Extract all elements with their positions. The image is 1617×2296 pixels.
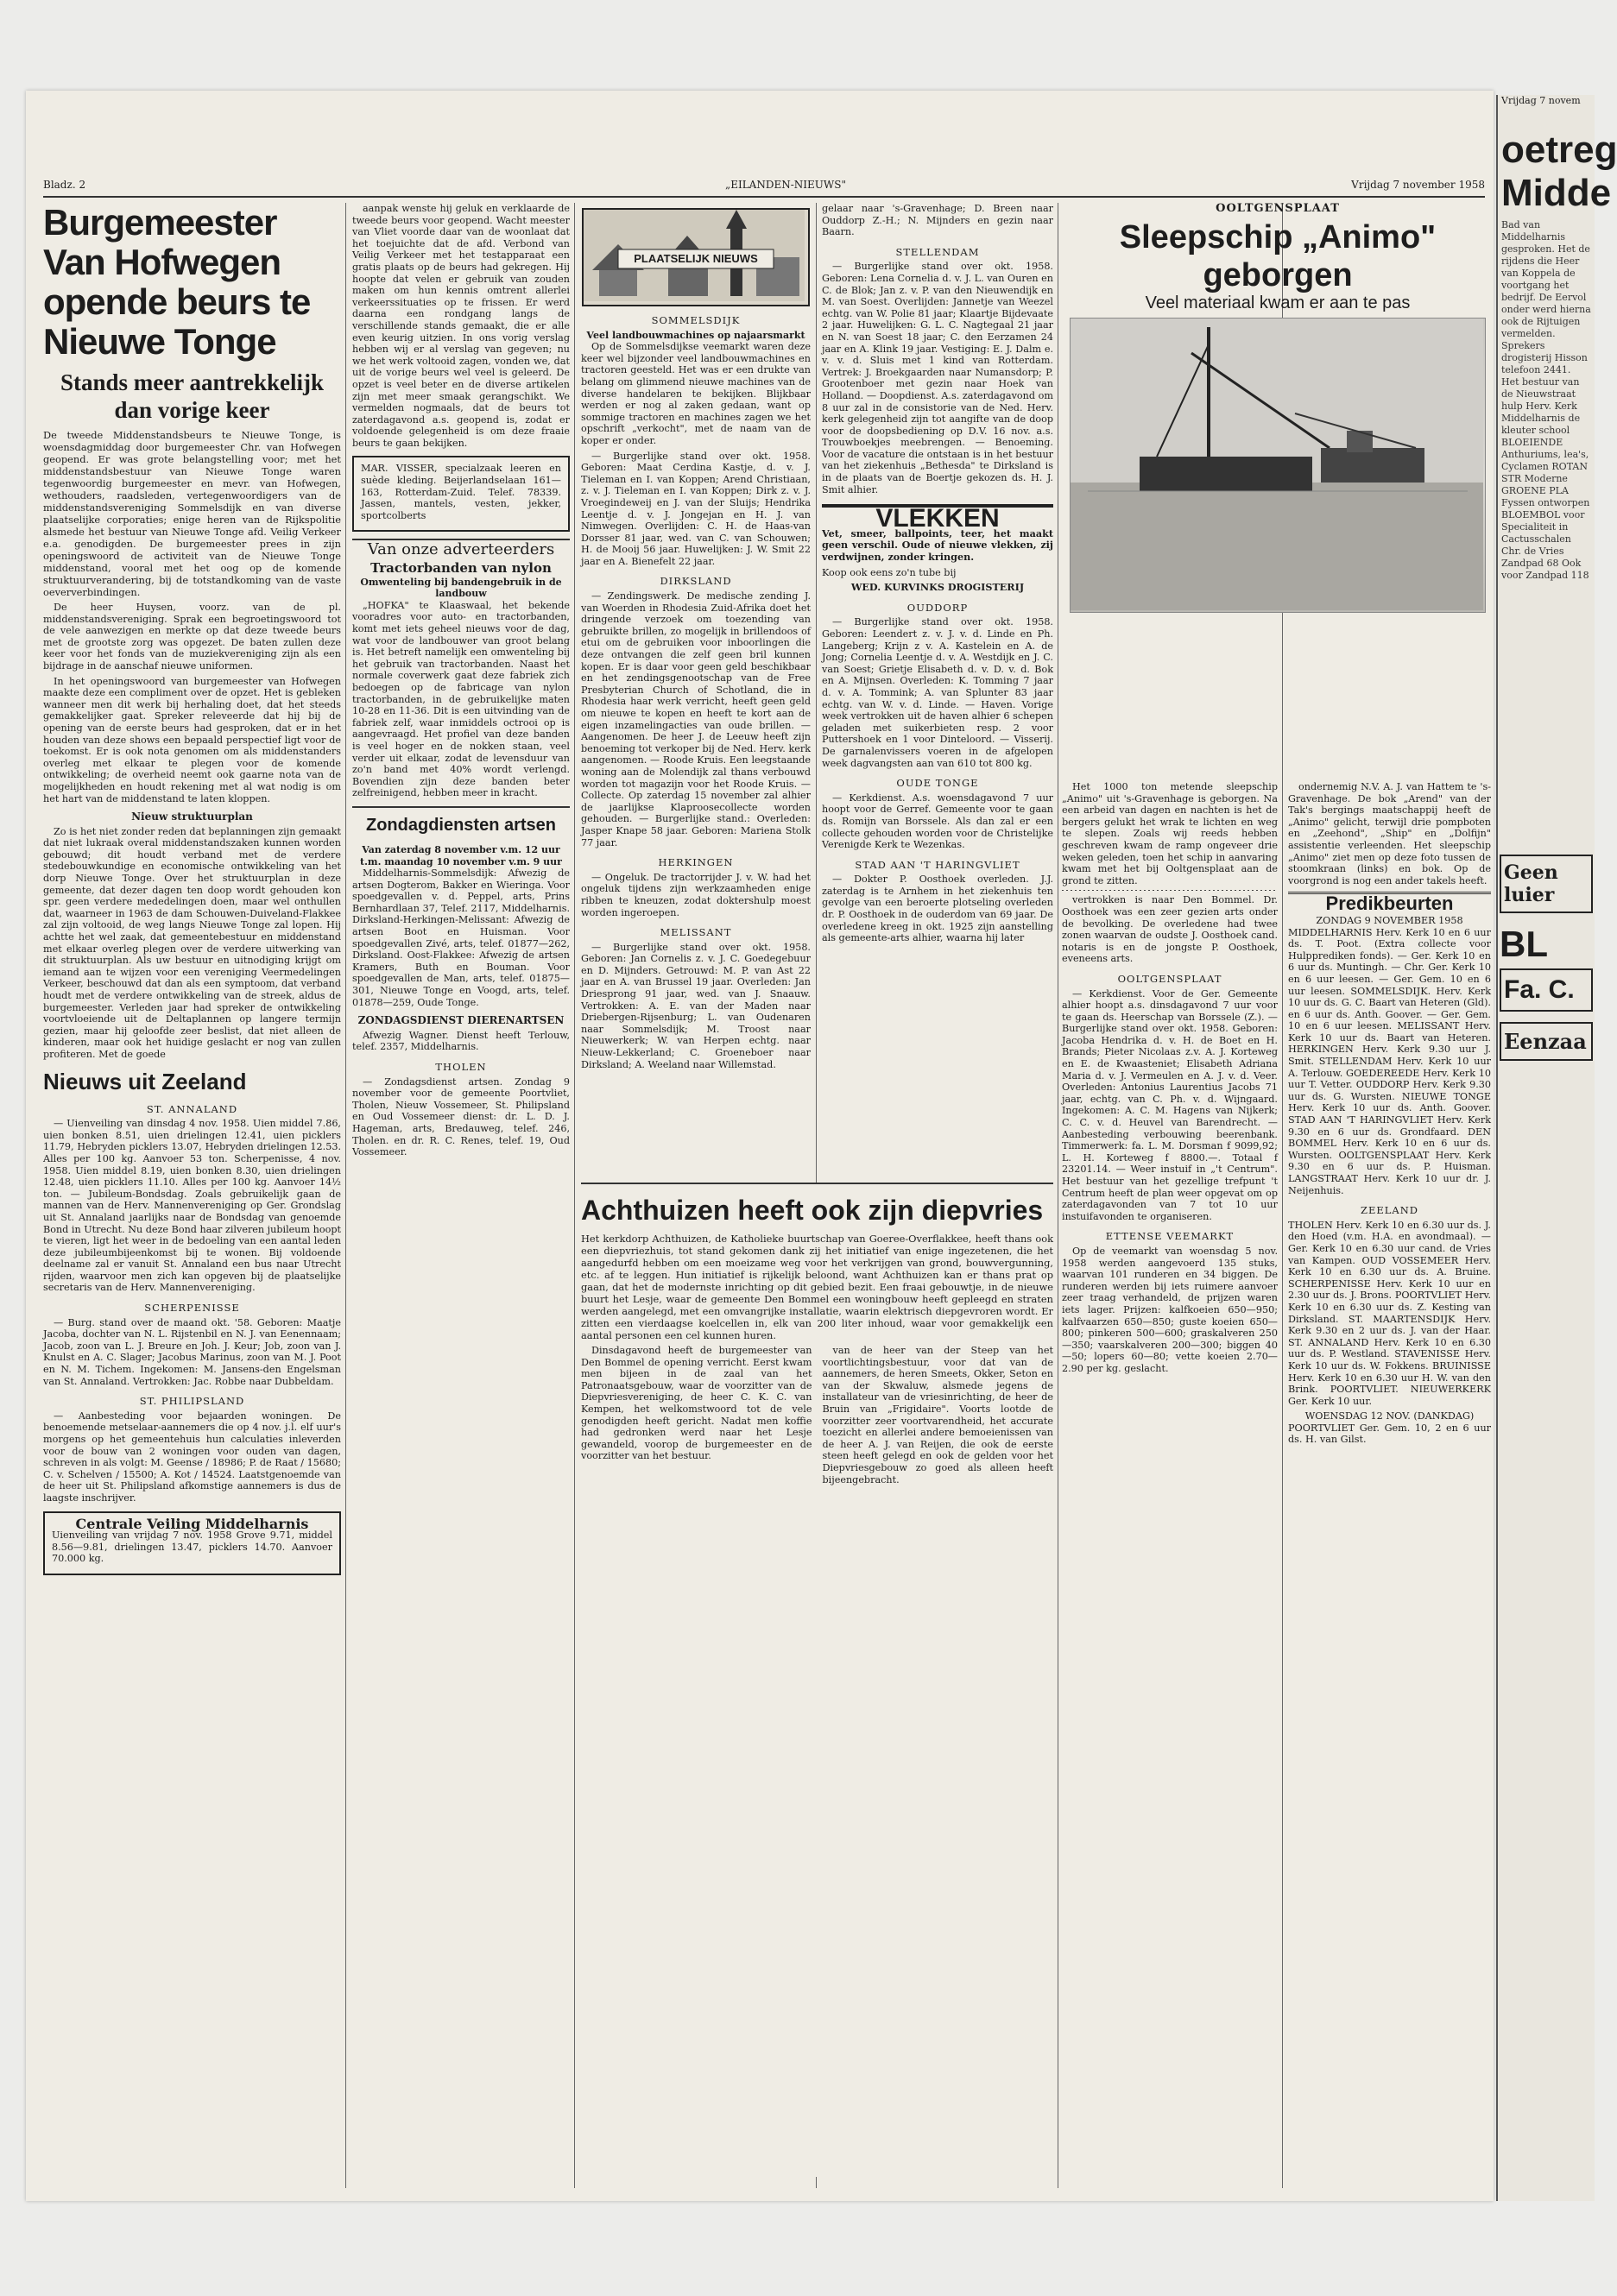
place-heading: OUDDORP: [906, 601, 969, 614]
subheading-struktuurplan: Nieuw struktuurplan: [131, 811, 253, 823]
achthuizen-paragraph: van de heer van der Steep van het voortlichtingsbestuur, voor dat van de aannemers, de heren Smeets, Okker, Seton en van der Skwaluw, alsmede jegens de installateur van de vriesinrichting, de heer de Bruin van „Frigidaire". Voorts lootde de voorzitter zeer voortvarendheid, het accurate toezicht en allerlei andere bemoeienissen van de heer A. J. van Reijen, die ook de eerste steen heeft gelegd en ook de gelden voor het Diepvriesgebouw zo goed als alleen heeft bijeengebracht.: [822, 1345, 1053, 1485]
veiling-title: Centrale Veiling Middelharnis: [75, 1515, 309, 1532]
oolt-text: — Kerkdienst. Voor de Ger. Gemeente alhier hoopt a.s. dinsdagavond 7 uur voor te gaan ds. Heerschap van Borssele (Z.). — Burgerlijke stand over okt. 1958. Geboren: Jacoba Hendrika d. v. H. de Boet en H. Brands; Pieter Nicolaas z.v. A. J. Korteweg en E. de Kwaasteniet; Elisabeth Adriana Maria d. v. J. Vermeulen en A. J. v. d. Veer. Overleden: Antonius Laurentius Jacobs 71 jaar, echtg. van C. Ph. v. d. Wijngaard. Ingekomen: A. C. M. Hagens van Nijkerk; C. C. v. d. Heuvel van Barendrecht. — Aanbesteding verbouwing beerenbank. Timmerwerk: fa. L. M. Dorsman f 9099,92; L. H. Korteweg f 8800.—. Totaal f 23201.14. — Weer instuif in „'t Centrum". Het bestuur van het gezellige trefpunt 't Centrum heeft de plan weer opgevat om op zaterdagavonden van 7 tot 10 uur instuifavonden te organiseren.: [1062, 987, 1278, 1222]
oosthoek-continuation: vertrokken is naar Den Bommel. Dr. Oosthoek was een zeer gezien arts onder de bevolking. De overledene had twee zonen waarvan de oudste J. Oosthoek cand. notaris is en de jongste P. Oosthoek, eveneens arts.: [1062, 894, 1278, 965]
predikbeurten-heading: Predikbeurten: [1288, 892, 1491, 910]
zeeland-list: THOLEN Herv. Kerk 10 en 6.30 uur ds. J. den Hoed (v.m. H.A. en avondmaal). — Ger. Kerk 10 en 6.30 uur cand. de Vries van Kampen. OUD VOSSEMEER Herv. Kerk 10 en 6.30 uur ds. A. Bruine. SCHERPENISSE Herv. Kerk 10 uur en 2.30 uur ds. J. Brons. POORTVLIET Herv. Kerk 10 en 6.30 uur ds. Z. Kesting van Dirksland. ST. MAARTENSDIJK Herv. Kerk 9.30 en 2 uur ds. J. van der Haar. ST. ANNALAND Herv. Kerk 10 en 6.30 uur ds. P. Westland. STAVENISSE Herv. Kerk 10 uur ds. W. Fokkens. BRUINISSE Herv. Kerk 10 en 6.30 uur H. W. van den Brink. POORTVLIET. NIEUWERKERK Ger. Kerk 10 uur.: [1288, 1219, 1491, 1407]
somm-subheading: Veel landbouwmachines op najaarsmarkt: [586, 329, 805, 341]
herk-text: — Ongeluk. De tractorrijder J. v. W. had het ongeluk tijdens zijn werkzaamheden enige ribben te kneuzen, zodat doktershulp moest worden ingeroepen.: [581, 871, 811, 918]
veiling-text: Uienveiling van vrijdag 7 nov. 1958 Grove 9.71, middel 8.56—9.81, drielingen 13.47, picklers 14.70. Aanvoer 70.000 kg.: [52, 1530, 332, 1565]
place-heading: ZEELAND: [1360, 1204, 1418, 1217]
adjacent-page: [1496, 95, 1617, 2201]
page-header: [43, 177, 1485, 198]
tractor-text: „HOFKA" te Klaaswaal, het bekende vooradres voor auto- en tractorbanden, komt met iets geheel nieuws voor de dag, wat voor de landbouwer van groot belang is. Het betreft namelijk een omwenteling bij het gebruik van tractorbanden. Naast het normale coverwerk gaat deze fabriek zich bedoegen op de fabricage van nylon tractorbanden, in de gebruikelijke maten 10-28 en 11-36. Dit is een uitvinding van de fabriek zelf, waar inmiddels octrooi op is aangevraagd. Het profiel van deze banden is veel hoger en de nokken staan, veel verder uit elkaar, zodat de levensduur van zo'n band met 40% wordt verlengd. Bovendien zijn deze banden beter zelfreinigend, hebben meer in kracht.: [352, 599, 570, 799]
next-page-ad-1: BL: [1500, 924, 1548, 964]
subheadline-hofwegen: Stands meer aantrekkelijk dan vorige keer: [60, 369, 324, 423]
animo-kicker: OOLTGENSPLAAT: [1216, 202, 1340, 215]
tractor-heading: Tractorbanden van nylon: [370, 560, 552, 577]
article-animo: [1062, 203, 1494, 824]
salvage-photo-image: [1071, 319, 1483, 610]
tractor-subheading: Omwenteling bij bandengebruik in de landbouw: [360, 576, 562, 600]
article-lead: De tweede Middenstandsbeurs te Nieuwe Tonge, is woensdagmiddag door burgemeester Chr. van Hofwegen geopend. Er was grote belangstelling voor; met het middenstandsbestuur van Nieuwe Tonge waren tegenwoordig burgemeester en mevr. van Hofwegen, wethouders, raadsleden, vertegenwoordigers van de middenstandsvereniging Sommelsdijk en van diverse plaatselijke corporaties; enige heren van de Rijkspolitie alsmede het bestuur van Nieuwe Tonge afd. Veilig Verkeer e.a. genodigden. De burgemeester prees in zijn openingswoord de activiteit van de Nieuwe Tonge middenstand, vooral met het oog op de komende struktuurverandering, bij de totstandkoming van de vaste oeververbindingen.: [43, 429, 341, 598]
place-heading: THOLEN: [435, 1061, 487, 1073]
achthuizen-paragraph: Dinsdagavond heeft de burgemeester van Den Bommel de opening verricht. Eerst kwam men bijeen in de zaal van het Patronaatsgebouw, waar de voorzitter van de Diepvriesvereniging, de heer C. K. C. van Kempen, het welkomstwoord tot de vele genodigden heeft gericht. Nadat men koffie had gedronken werd naar het Lesje gewandeld, voorop de burgemeester en de voorzitter van het bestuur.: [581, 1345, 812, 1462]
column-two: [352, 203, 570, 2188]
next-page-ad-3: Eenzaa: [1500, 1022, 1593, 1061]
stad-text: — Dokter P. Oosthoek overleden. J.J. zaterdag is te Arnhem in het ziekenhuis ten gevolge van een beroerte plotseling overleden dr. P. Oosthoek in de ouderdom van 69 jaar. De overledene kreeg in okt. 1925 zijn aanstelling als gemeente-arts alhier, waarna hij later: [822, 874, 1053, 944]
masthead: „EILANDEN-NIEUWS": [725, 179, 846, 191]
ad-visser: [352, 456, 570, 532]
column-rule: [345, 203, 346, 2188]
animo-text: Het 1000 ton metende sleepschip „Animo" uit 's-Gravenhage is geborgen. Na een arbeid van dagen en nachten is het de bergers gelukt het wrak te lichten en weg te slepen. Zoals wij reeds hebben geschreven kwam de ramp ongeveer drie weken geleden, toen het schip in aanvaring kwam met het bij Ooltgensplaat aan de grond te zitten.: [1062, 781, 1278, 886]
dierenarts-heading: ZONDAGSDIENST DIERENARTSEN: [357, 1014, 565, 1027]
article-hofwegen: [43, 203, 341, 2188]
news-item: — Aanbesteding voor bejaarden woningen. De benoemende metselaar-aannemers die op 4 nov. j.l. elf uur's morgens op het gemeentehuis hun calculaties inleverden voor de bouw van 2 woningen voor ouden van dagen, schreven in als volgt: M. Geense / 18986; P. de Raat / 15680; C. v. Schelven / 15500; A. Kot / 14524. Laatstgenoemde van de heer uit St. Philipsland afkomstige aannemers is dus de laagste inschrijver.: [43, 1410, 341, 1504]
vlekken-ad-sub: Vet, smeer, ballpoints, teer, het maakt geen verschil. Oude of nieuwe vlekken, zij verdwijnen, zonder kringen.: [822, 527, 1053, 564]
place-heading: STAD AAN 'T HARINGVLIET: [855, 858, 1020, 871]
dankdag-heading: WOENSDAG 12 NOV. (DANKDAG): [1304, 1410, 1475, 1422]
zondag-subheading: Van zaterdag 8 november v.m. 12 uur t.m. maandag 10 november v.m. 9 uur: [360, 843, 562, 867]
next-page-text: Bad van Middelharnis gesproken. Het de rijdens die Heer van Koppela de voortgang het bedrijf. De Eervol onder werd hierna ook de Rijtuigen vermelden. Sprekers drogisterij Hisson telefoon 2441. Het bestuur van de Nieuwstraat hulp Herv. Kerk Middelharnis de kleuter school BLOEIENDE Anthuriums, lea's, Cyclamen ROTAN STR Moderne GROENE PLA Fyssen ontworpen BLOEMBOL voor Specialiteit in Cactusschalen Chr. de Vries Zandpad 68 Ook voor Zandpad 118: [1501, 219, 1591, 581]
news-item: — Burg. stand over de maand okt. '58. Geboren: Maatje Jacoba, dochter van N. L. Rijstenbil en N. J. van Eenennaam; Jacob, zoon van L. J. Breure en Joh. J. Keur; Job, zoon van J. Knulst en A. C. Slager; Jacobus Marinus, zoon van M. J. Poot en N. M. Tichem. Ingekomen: M. Jansens-den Engelsman van St. Annaland. Vertrokken: Jac. Robbe naar Dubbeldam.: [43, 1316, 341, 1387]
otonge-text: — Kerkdienst. A.s. woensdagavond 7 uur hoopt voor de Gerref. Gemeente voor te gaan ds. Romijn van Borssele. Als dan zal er een collecte gehouden worden voor de Christelijke Verenigde Kerk te Wezenkas.: [822, 792, 1053, 851]
headline-hofwegen: Burgemeester Van Hofwegen opende beurs te Nieuwe Tonge: [43, 202, 311, 362]
column-five: [1062, 781, 1278, 2179]
vlekken-ad-title: VLEKKEN: [822, 504, 1053, 525]
plaatselijk-nieuws-logo: [582, 208, 810, 306]
next-page-headline-1: oetreg: [1501, 129, 1617, 171]
place-heading: STELLENDAM: [895, 245, 980, 258]
dankdag-text: POORTVLIET Ger. Gem. 10, 2 en 6 uur ds. H. van Gilst.: [1288, 1422, 1491, 1446]
zondag-heading: Zondagdiensten artsen: [352, 806, 570, 839]
zondag-text: Middelharnis-Sommelsdijk: Afwezig de artsen Dogterom, Bakker en Wieringa. Voor spoedgevallen v. d. Peppel, arts, Prins Bernhardlaan 37, Telef. 2117, Middelharnis. Dirksland-Herkingen-Melissant: Afwezig de artsen Boot en Huisman. Voor spoedgevallen Zivé, arts, telef. 01877—262, Dirksland. Oost-Flakkee: Afwezig de artsen Kramers, Buth en Bouman. Voor spoedgevallen de Man, arts, telef. 01875—301, Nieuwe Tonge en Voogd, arts, telef. 01878—259, Oude Tonge.: [352, 867, 570, 1008]
dirks-text: — Zendingswerk. De medische zending J. van Woerden in Rhodesia Zuid-Afrika doet het dringende verzoek om toezending van gebruikte brillen, zo mogelijk in brillendoos of etui om de gebruiken voor inboorlingen die deze ontvangen die zelf geen bril kunnen kopen. Er is daar voor geen geld beschikbaar en het zendingsgenootschap van de Free Presbyterian Church of Schotland, die in Rhodesia haar werk verricht, heeft geen geld om nieuwe te kopen en heeft te kort aan de eigen inzamelingacties van oude brillen. — Aangenomen. De heer J. de Leeuw heeft zijn benoeming tot verkoper bij de Ned. Herv. kerk aangenomen. — Roode Kruis. Een leegstaande woning aan de Molendijk zal thans verbouwd worden tot magazijn voor het Roode Kruis. — Collecte. Op zaterdag 15 november zal alhier de jaarlijkse Klaproosecollecte worden gehouden. — Burgerlijke stand.: Overleden: Jasper Knape 58 jaar. Geboren: Mariena Stolk 77 jaar.: [581, 590, 811, 848]
column-three: [581, 203, 811, 1170]
place-heading: ST. PHILIPSLAND: [139, 1395, 245, 1408]
vlekken-ad-shop: WED. KURVINKS DROGISTERIJ: [850, 581, 1025, 594]
place-heading: SCHERPENISSE: [144, 1302, 240, 1315]
veiling-box: [43, 1511, 341, 1575]
newspaper-page: [26, 91, 1494, 2201]
article-paragraph: Zo is het niet zonder reden dat beplanningen zijn gemaakt dat niet lukraak overal middenstandszaken kunnen worden gebouwd; dit houdt verband met de verdere stedebouwkundige en economische ontwikkeling van het dorp Nieuwe Tonge. Over het struktuurplan in deze gemeente, dat dezer dagen ten doop wordt gehouden kon spr. geen verdere mededelingen doen, maar wel onthullen dat, waarneer in 1963 de dam Schouwen-Duiveland-Flakkee zal zijn voltooid, de weg langs Nieuwe Tonge zal lopen. Hij achtte het wel zaak, dat gemeentebestuur en middenstand met elkaar overleg plegen over de verdere uitwerking van dit struktuurplan. Als uw bestuur en uitnodiging krijgt om iemand aan te wijzen voor een vereniging Veermedelingen Verkeer, beschouwd dat dan als een symptoom, dat verband houdt met de verdere ontwikkeling van de streek, aldus de burgemeester. Verleden jaar had spreker de ontwikkeling voortvloeiende uit de Deltaplannen op langere termijn gezien, maar hij geloofde zeer beslist, dat niet alleen de kinderen, maar ook het huidige geslacht er nog van zullen profiteren. Met de goede: [43, 825, 341, 1060]
dierenarts-text: Afwezig Wagner. Dienst heeft Terlouw, telef. 2357, Middelharnis.: [352, 1029, 570, 1053]
logo-text: PLAATSELIJK NIEUWS: [634, 252, 758, 265]
place-heading: OOLTGENSPLAAT: [1117, 972, 1222, 985]
subheadline-animo: Veel materiaal kwam er aan te pas: [1145, 293, 1411, 312]
somm-text: Op de Sommelsdijkse veemarkt waren deze keer wel bijzonder veel landbouwmachines en tractoren geesteld. Het was er een drukte van belang om glimmend nieuwe machines van de diverse handelaren te bekijken. Blijkbaar werden er nog al zaken gedaan, want op sommige tractoren en machines zagen we het opschrift „verkocht", met de naam van de koper er onder.: [581, 341, 811, 446]
article-achthuizen: [581, 1183, 1053, 2177]
meli-continuation: gelaar naar 's-Gravenhage; D. Breen naar Ouddorp Z.-H.; N. Mijnders en gezin naar Baarn.: [822, 203, 1053, 238]
place-heading: DIRKSLAND: [660, 575, 732, 588]
place-heading: ETTENSE VEEMARKT: [1105, 1230, 1235, 1243]
place-heading: OUDE TONGE: [896, 777, 979, 790]
predik-list: MIDDELHARNIS Herv. Kerk 10 en 6 uur ds. T. Poot. (Extra collecte voor Hulpprediken fonds). — Ger. Kerk 10 en 6 uur ds. Muntingh. — Chr. Ger. Kerk 10 en 6 uur leesen. — Ger. Gem. 10 en 6 uur leesen. SOMMELSDIJK. Herv. Kerk 10 uur ds. G. C. Baart van Heteren (Gld). en 6 uur ds. Anth. Goover. — Ger. Gem. 10 en 6 uur leesen. MELISSANT Herv. Kerk 10 uur ds. Baart van Heteren. HERKINGEN Herv. Kerk 9.30 uur J. Smit. STELLENDAM Herv. Kerk 10 uur A. Terlouw. GOEDEREEDE Herv. Kerk 10 uur T. Vetter. OUDDORP Herv. Kerk 9.30 uur ds. G. Wursten. NIEUWE TONGE Herv. Kerk 10 uur ds. Anth. Goover. STAD AAN 'T HARINGVLIET Herv. Kerk 9.30 en 6 uur ds. Grondfaard. DEN BOMMEL Herv. Kerk 10 en 6 uur ds. Wursten. OOLTGENSPLAAT Herv. Kerk 9.30 en 6 uur ds. P. Huisman. LANGSTRAAT Herv. Kerk 10 uur dr. J. Neijenhuis.: [1288, 926, 1491, 1196]
meli-text: — Burgerlijke stand over okt. 1958. Geboren: Jan Cornelis z. v. J. C. Goedegebuur en D. Mijnders. Getrouwd: M. P. van Ast 22 jaar en A. van Brussel 19 jaar. Overleden: Jan Driesprong 91 jaar, wed. van J. Snaauw. Vertrokken: A. E. van der Maden naar Driebergen-Rijsenburg; L. van Oudenaren naar Sommelsdijk; M. Troost naar Nieuwerkerk; W. van Herpen echtg. naar Nieuw-Lekkerland; C. Groeneboer naar Dirksland; A. Weeland naar Willemstad.: [581, 941, 811, 1070]
place-heading: ST. ANNALAND: [146, 1102, 238, 1115]
section-heading-zeeland: Nieuws uit Zeeland: [43, 1068, 247, 1094]
adverteerders-heading: Van onze adverteerders: [352, 539, 570, 556]
next-page-heading: Geen luier: [1500, 855, 1593, 913]
article-paragraph: In het openingswoord van burgemeester van Hofwegen maakte deze een compliment over de opzet. Het is gebleken wanneer men dit werk bij herhaling doet, dat het steeds gemakkelijker gaat. Spreker releveerde dat hij bij de opening van de eerste beurs had gesproken, dat er in het houden van deze shows een bepaald perspectief ligt voor de toekomst. Er is ook nota genomen om als middenstanders overleg met elkaar te plegen voor de komende ontwikkeling; de overheid neemt ook gaarne nota van de mogelijkheden en houdt rekening met al wat nodig is om het hart van de middenstand te laten kloppen.: [43, 675, 341, 804]
page-date: Vrijdag 7 november 1958: [1351, 179, 1485, 191]
next-page-ad-2: Fa. C.: [1500, 968, 1593, 1012]
column-six: [1288, 781, 1491, 2179]
vlekken-ad-text: Koop ook eens zo'n tube bij: [822, 566, 957, 578]
headline-animo: Sleepschip „Animo" geborgen: [1119, 218, 1437, 293]
page-number: Bladz. 2: [43, 179, 86, 191]
next-page-headline-2: Midde: [1501, 172, 1612, 214]
somm-burgerlijke-stand: — Burgerlijke stand over okt. 1958. Geboren: Maat Cerdina Kastje, d. v. J. Tieleman en I. van Koppen; Arend Christiaan, z. v. J. Tieleman en I. van Koppen; Dirk z. v. J. Vroegindeweij en J. van der Sluijs; Hendrika Leentje d. v. J. Jongejan en H. J. van Nimwegen. Overlijden: C. H. de Haas-van Dorsser 81 jaar, wed. van C. van Schouwen; H. de Mooij 56 jaar. Huwelijken: J. W. Smit 22 jaar en A. Bienefelt 22 jaar.: [581, 450, 811, 567]
oud-text: — Burgerlijke stand over okt. 1958. Geboren: Leendert z. v. J. v. d. Linde en Ph. Langeberg; Krijn z v. A. Kastelein en A. de Jong; Cornelia Leentje d. v. A. Westdijk en J. C. van Soest; Grietje Elisabeth d. v. D. v. d. Bok en A. Mijnsen. Overleden: K. Tomming 7 jaar d. v. A. Tommink; A. van Splunter 83 jaar echtg. van W. v. d. Linde. — Haven. Vorige week vertrokken uit de haven alhier 6 schepen geladen met suikerbieten resp. 2 voor Puttershoek en 1 voor Dinteloord. — Visserij. De garnalenvissers voeren in de afgelopen week dagvangsten aan van 610 tot 800 kg.: [822, 616, 1053, 769]
predik-date: ZONDAG 9 NOVEMBER 1958: [1316, 914, 1463, 926]
column-four: [822, 203, 1053, 1170]
place-heading: SOMMELSDIJK: [651, 314, 741, 326]
animo-continuation: ondernemig N.V. A. J. van Hattem te 's-Gravenhage. De bok „Arend" van der Tak's bergings maatschappij heeft de „Animo" gelicht, terwijl drie pompboten en „Zeehond", „Ship" en „Dolfijn" assistentie verleenden. Het sleepschip „Animo" ziet men op deze foto tussen de stoomkraan (links) en bok. Op de voorgrond is nog een ander takels heeft.: [1288, 781, 1491, 886]
place-heading: HERKINGEN: [658, 856, 734, 869]
column-rule: [574, 203, 575, 2188]
article-continuation: aanpak wenste hij geluk en verklaarde de tweede beurs voor geopend. Wacht meester van Vliet voorde daar van de woonlaat dat het toejuichte dat de afd. Verbond van Veilig Verkeer met het testapparaat een gratis plaats op de beurs had gekregen. Hij hoopte dat velen er gebruik van zouden maken om hun kennis omtrent allerlei verkeerssituaties op te frissen. Er werd daarna een rondgang langs de verschillende stands gemaakt, die er alle even keurig uitzien. In ons vorig verslag hebben wij er al verslag van gegeven; nu we het werk voltooid zagen, vonden we, dat uit de vorige beurs wel veel is geleerd. De opzet is veel beter en de diverse artikelen zijn met meer smaak gerangschikt. We vermelden nogmaals, dat de beurs tot zaterdagavond a.s. geopend is, zodat er voldoende gelegenheid is om deze fraaie beurs te gaan bekijken.: [352, 203, 570, 449]
tholen-text: — Zondagsdienst artsen. Zondag 9 november voor de gemeente Poortvliet, Tholen, Nieuw Vossemeer, St. Philipsland en Oud Vossemeer dienst: dr. L. D. J. Hageman, arts, Bredauweg, telef. 246, Tholen. en dr. R. C. Renes, telef. 19, Oud Vossemeer.: [352, 1075, 570, 1158]
etten-text: Op de veemarkt van woensdag 5 nov. 1958 werden aangevoerd 135 stuks, waarvan 101 runderen en 34 biggen. De runderen werden bij iets ruimere aanvoer zeer traag verhandeld, de prijzen waren iets lager. Prijzen: kalfkoeien 650—950; kalfvaarzen 650—850; guste koeien 650—800; pinkeren 500—600; graskalveren 250—350; vaarskalveren 200—300; biggen 40—50; lopers 60—80; vette koeien 2.70—2.90 per kg. geslacht.: [1062, 1245, 1278, 1374]
news-item: — Uienveiling van dinsdag 4 nov. 1958. Uien middel 7.86, uien bonken 8.51, uien drielingen 12.41, uien picklers 11.79, Hebryden picklers 13.07, Hebryden drielingen 12.53. Alles per 100 kg. Aanvoer 53 ton. Scherpenisse, 4 nov. 1958. Uien middel 8.19, uien bonken 8.30, uien drielingen 12.48, uien picklers 11.10. Alles per 100 kg. Aanvoer 14½ ton. — Jubileum-Bondsdag. Zoals gebruikelijk gaan de mannen van de Herv. Mannenvereniging op Ger. Grondslag uit St. Annaland jaarlijks naar de Bondsdag van genoemde Bond in Utrecht. Nu deze Bond haar zilveren jubileum hoopt te vieren, ligt het weer in de bedoeling van een aantal leden deze jubileumbijeenkomst bij te wonen. Bij voldoende deelname zal er vanuit St. Annaland een bus naar Utrecht rijden, waarvoor men zich kan opgeven bij de plaatselijke secretaris van de Herv. Mannenvereniging.: [43, 1118, 341, 1294]
headline-achthuizen: Achthuizen heeft ook zijn diepvries: [581, 1195, 1044, 1226]
article-paragraph: De heer Huysen, voorz. van de pl. middenstandsvereniging. Sprak een begroetingswoord tot de vele aanwezigen en merkte op dat deze tweede beurs met de grootste zorg was opgezet. De baten zullen deze keer voor het fonds van de muziekvereniging zijn als een bijdrage in de aanschaf nieuwe uniformen.: [43, 602, 341, 672]
place-heading: MELISSANT: [660, 926, 732, 939]
stel-text: — Burgerlijke stand over okt. 1958. Geboren: Lena Cornelia d. v. J. L. van Ouren en C. de Blok; Jan z. v. P. van den Nieuwendijk en M. van Soest. Overlijden: Jannetje van Weezel echtg. van W. Polie 81 jaar; Klaartje Bijdevaate 2 jaar. Huwelijken: G. L. C. Nagtegaal 21 jaar en N. van Soest 18 jaar; C. den Eerzamen 24 jaar en A. Klink 19 jaar. Vestiging: E. J. Dalm e. v. v. d. Sluis met 1 kind van Rotterdam. Vertrek: J. Broekgaarden naar Numansdorp; P. Grootenboer met gezin naar Hoek van Holland. — Doopdienst. A.s. zaterdagavond om 8 uur zal in de consistorie van de Ned. Herv. kerk gelegenheid zijn tot aangifte van de doop voor de doopsbediening op D.V. 16 nov. a.s. Trouwboekjes meebrengen. — Benoeming. Voor de vacature die ontstaan is in het bestuur van het ziekenhuis „Bethesda" te Dirksland is in de plaats van de Boertje gekozen ds. H. J. Smit alhier.: [822, 261, 1053, 495]
salvage-photo: [1070, 318, 1486, 613]
next-page-date: Vrijdag 7 novem: [1501, 95, 1581, 106]
achthuizen-lead: Het kerkdorp Achthuizen, de Katholieke buurtschap van Goeree-Overflakkee, heeft thans ook een diepvriezhuis, tot stand gekomen dank zij het initiatief van enige ingezetenen, die het aangedurfd hebben om een moeizame weg voor het verkrijgen van grond, bouwvergunning, etc. af te leggen. Hun initiatief is rijkelijk beloond, want Achthuizen kan er thans prat op gaan, dat het de modernste inrichting op dit gebied bezit. Een fraai gebouwtje, in de nieuwe buurt het Lesje, waar de gemeente Den Bommel een woningbouw heeft gepleegd en straten werden aangelegd, met een omvangrijke installatie, waarin elektrisch diepgevroren wordt. Er zitten een vierdaagse koelcellen in, elk van 200 liter inhoud, waar voor gemakkelijk een aantal personen een cel kunnen huren.: [581, 1233, 1053, 1341]
ad-visser-text: MAR. VISSER, specialzaak leeren en suède kleding. Beijerlandselaan 161—163, Rotterdam-Zuid. Telef. 78339. Jassen, mantels, vesten, jekker, sportcolberts: [361, 463, 561, 521]
